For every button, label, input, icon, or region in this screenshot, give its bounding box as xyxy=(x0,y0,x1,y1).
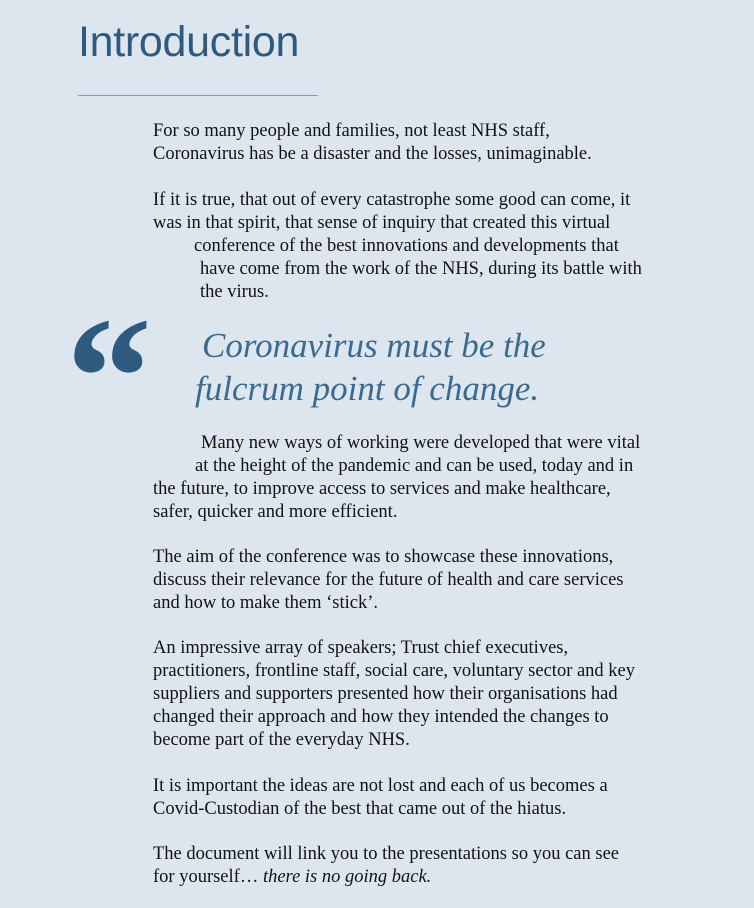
pull-quote xyxy=(195,324,546,410)
paragraph-line: practitioners, frontline staff, social care, voluntary sector and key xyxy=(153,661,636,681)
paragraph-line: Coronavirus has be a disaster and the losses, unimaginable. xyxy=(153,144,592,164)
paragraph-line: safer, quicker and more efficient. xyxy=(153,502,398,522)
paragraph-line: suppliers and supporters presented how their organisations had xyxy=(153,684,618,704)
paragraph-catastrophe xyxy=(153,189,642,304)
paragraph-line: was in that spirit, that sense of inquiry that created this virtual xyxy=(153,213,611,233)
paragraph-line: conference of the best innovations and developments that xyxy=(194,236,619,256)
closing-plain-text: for yourself… xyxy=(153,867,263,887)
paragraph-line: If it is true, that out of every catastrophe some good can come, it xyxy=(153,190,631,210)
paragraph-line: have come from the work of the NHS, during its battle with xyxy=(200,259,642,279)
page-title: Introduction xyxy=(78,18,300,66)
pull-quote-line: Coronavirus must be the xyxy=(202,326,546,365)
paragraph-line: changed their approach and how they intended the changes to xyxy=(153,707,609,727)
paragraph-closing xyxy=(153,843,619,889)
paragraph-line: For so many people and families, not least NHS staff, xyxy=(153,121,550,141)
paragraph-line: and how to make them ‘stick’. xyxy=(153,593,379,613)
paragraph-custodian xyxy=(153,775,608,821)
paragraph-line: become part of the everyday NHS. xyxy=(153,730,410,750)
paragraph-line: An impressive array of speakers; Trust chief executives, xyxy=(153,638,569,658)
paragraph-line: Many new ways of working were developed that were vital xyxy=(201,433,641,453)
paragraph-speakers xyxy=(153,637,635,752)
paragraph-intro xyxy=(153,120,592,166)
quote-mark-icon: “ xyxy=(66,283,152,473)
closing-italic-text: there is no going back. xyxy=(262,867,432,887)
paragraph-line: The document will link you to the presentations so you can see xyxy=(153,844,619,864)
paragraph-line: the virus. xyxy=(200,282,269,302)
paragraph-line: The aim of the conference was to showcase these innovations, xyxy=(153,547,614,567)
paragraph-line: It is important the ideas are not lost and each of us becomes a xyxy=(153,776,608,796)
paragraph-new-ways xyxy=(153,432,640,524)
pull-quote-line: fulcrum point of change. xyxy=(195,369,540,408)
paragraph-line: the future, to improve access to services and make healthcare, xyxy=(153,479,611,499)
paragraph-line: Covid-Custodian of the best that came out of the hiatus. xyxy=(153,799,567,819)
paragraph-line xyxy=(153,866,619,889)
title-divider xyxy=(78,95,318,96)
paragraph-aim xyxy=(153,546,624,615)
paragraph-line: discuss their relevance for the future of health and care services xyxy=(153,570,624,590)
paragraph-line: at the height of the pandemic and can be used, today and in xyxy=(195,456,634,476)
